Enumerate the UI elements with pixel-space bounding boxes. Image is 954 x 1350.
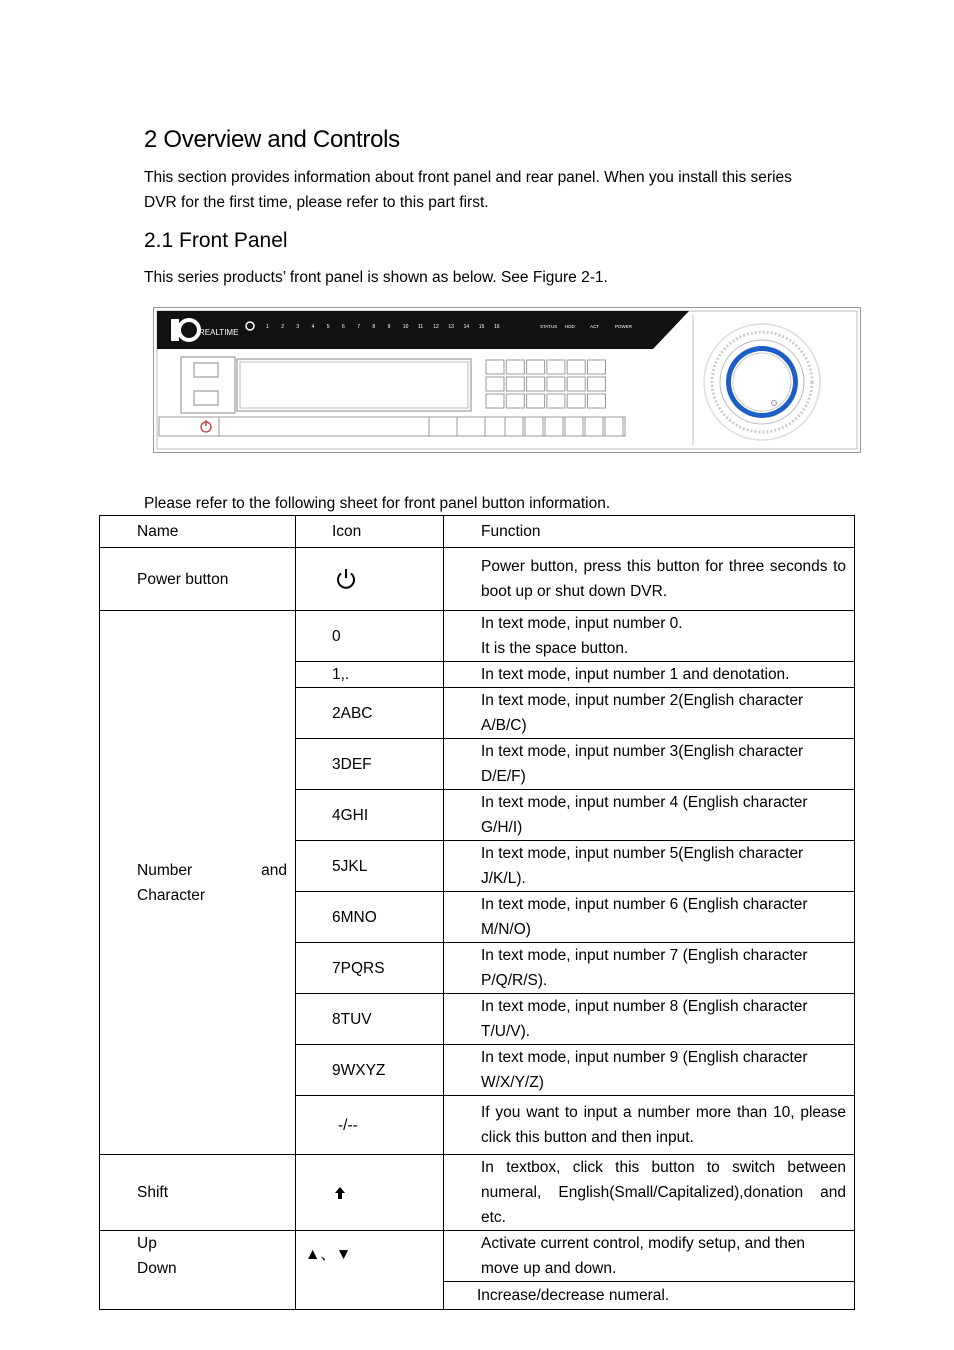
channel-indicator-label: 14	[463, 324, 470, 330]
table-intro: Please refer to the following sheet for front panel button information.	[144, 495, 611, 512]
channel-indicator-label: 1	[266, 324, 269, 330]
table-row	[100, 548, 855, 611]
updown-function: Activate current control, modify setup, and then move up and down.	[444, 1231, 855, 1282]
channel-indicator-label: 15	[478, 324, 485, 330]
table-row	[100, 611, 855, 662]
function-text: It is the space button.	[481, 640, 629, 657]
key-label: 0	[296, 611, 444, 662]
function-text: In text mode, input number 7 (English character P/Q/R/S).	[444, 943, 855, 994]
key-label: 2ABC	[296, 688, 444, 739]
power-icon	[334, 567, 358, 591]
channel-indicator-label: 13	[448, 324, 454, 330]
key-label: 3DEF	[296, 739, 444, 790]
function-text: In text mode, input number 2(English character A/B/C)	[444, 688, 855, 739]
key-label: 4GHI	[296, 790, 444, 841]
subsection-title: 2.1 Front Panel	[144, 229, 288, 252]
header-function: Function	[444, 516, 855, 548]
key-label: 1,.	[296, 662, 444, 688]
arrow-up-icon	[334, 1186, 346, 1200]
channel-indicator-label: 4	[311, 324, 315, 330]
function-text: In text mode, input number 8 (English character T/U/V).	[444, 994, 855, 1045]
function-text: In text mode, input number 5(English character J/K/L).	[444, 841, 855, 892]
up-name: Up	[137, 1235, 157, 1252]
function-text: In text mode, input number 6 (English character M/N/O)	[444, 892, 855, 943]
front-panel-figure	[153, 307, 861, 453]
shift-name: Shift	[100, 1155, 296, 1231]
function-text: In text mode, input number 1 and denotation.	[444, 662, 855, 688]
channel-indicator-label: 16	[494, 324, 500, 330]
key-label: 5JKL	[296, 841, 444, 892]
power-name: Power button	[100, 548, 296, 611]
key-label: 7PQRS	[296, 943, 444, 994]
key-label: -/--	[296, 1096, 444, 1155]
channel-indicator-label: 11	[418, 324, 424, 330]
channel-indicator-label: 3	[296, 324, 300, 330]
power-function: Power button, press this button for three seconds to boot up or shut down DVR.	[444, 548, 855, 611]
section-intro: This section provides information about front panel and rear panel. When you install this series DVR for the first time, please refer to this part first.	[144, 169, 792, 211]
key-label: 9WXYZ	[296, 1045, 444, 1096]
channel-indicator-label: 2	[281, 324, 284, 330]
channel-indicator-label: 12	[433, 324, 439, 330]
up-down-icon: ▲、▼	[296, 1231, 444, 1310]
function-text: In text mode, input number 9 (English character W/X/Y/Z)	[444, 1045, 855, 1096]
shift-function: In textbox, click this button to switch between numeral, English(Small/Capitalized),donation and etc.	[444, 1155, 855, 1231]
function-text: In text mode, input number 0.	[481, 615, 683, 632]
channel-indicator-label: 9	[387, 324, 391, 330]
status-indicator-label: STATUS	[540, 324, 558, 329]
channel-indicator-label: 6	[342, 324, 345, 330]
channel-indicator-label: 10	[402, 324, 409, 330]
status-indicator-label: ACT	[590, 324, 599, 329]
header-icon: Icon	[296, 516, 444, 548]
svg-text:REALTIME: REALTIME	[199, 328, 239, 337]
channel-indicator-label: 7	[357, 324, 360, 330]
status-indicator-label: HDD	[565, 324, 575, 329]
table-row	[100, 1231, 855, 1282]
key-label: 6MNO	[296, 892, 444, 943]
function-text: If you want to input a number more than 10, please click this button and then input.	[444, 1096, 855, 1155]
updown-function-2: Increase/decrease numeral.	[444, 1282, 855, 1310]
status-indicator-label: POWER	[615, 324, 633, 329]
table-row	[100, 1155, 855, 1231]
number-name: Number and Character	[100, 611, 296, 1155]
function-text: In text mode, input number 3(English character D/E/F)	[444, 739, 855, 790]
channel-indicator-label: 8	[372, 324, 376, 330]
section-title: 2 Overview and Controls	[144, 126, 400, 153]
button-table	[99, 515, 855, 1310]
function-text: In text mode, input number 4 (English character G/H/I)	[444, 790, 855, 841]
channel-indicator-label: 5	[326, 324, 330, 330]
subsection-intro: This series products’ front panel is shown as below. See Figure 2-1.	[144, 269, 608, 286]
down-name: Down	[137, 1260, 177, 1277]
table-header-row	[100, 516, 855, 548]
key-label: 8TUV	[296, 994, 444, 1045]
header-name: Name	[100, 516, 296, 548]
